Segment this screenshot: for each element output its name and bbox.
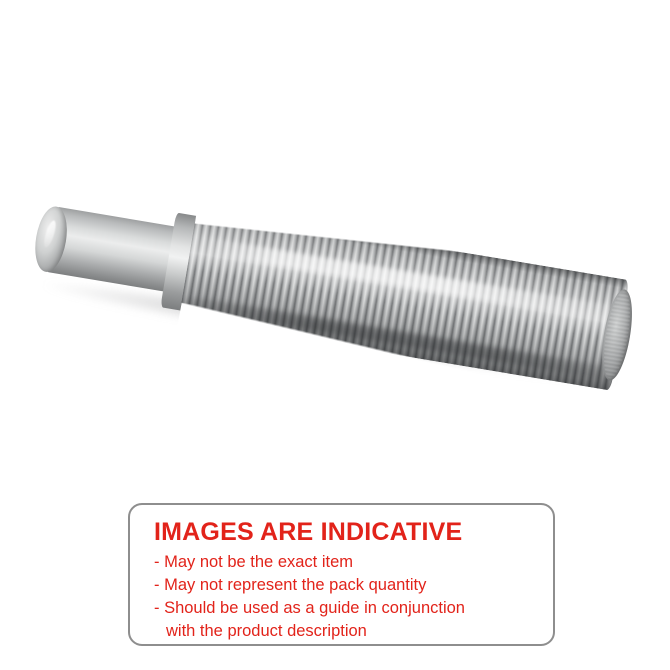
notice-line-2: - May not represent the pack quantity xyxy=(154,576,427,594)
notice-line-3: - Should be used as a guide in conjunction xyxy=(154,599,465,617)
notice-title: IMAGES ARE INDICATIVE xyxy=(154,518,463,546)
indicative-images-notice xyxy=(128,503,555,646)
notice-line-4: with the product description xyxy=(166,622,367,640)
pulley-assembly-graphic xyxy=(18,166,646,424)
notice-line-1: - May not be the exact item xyxy=(154,553,354,571)
